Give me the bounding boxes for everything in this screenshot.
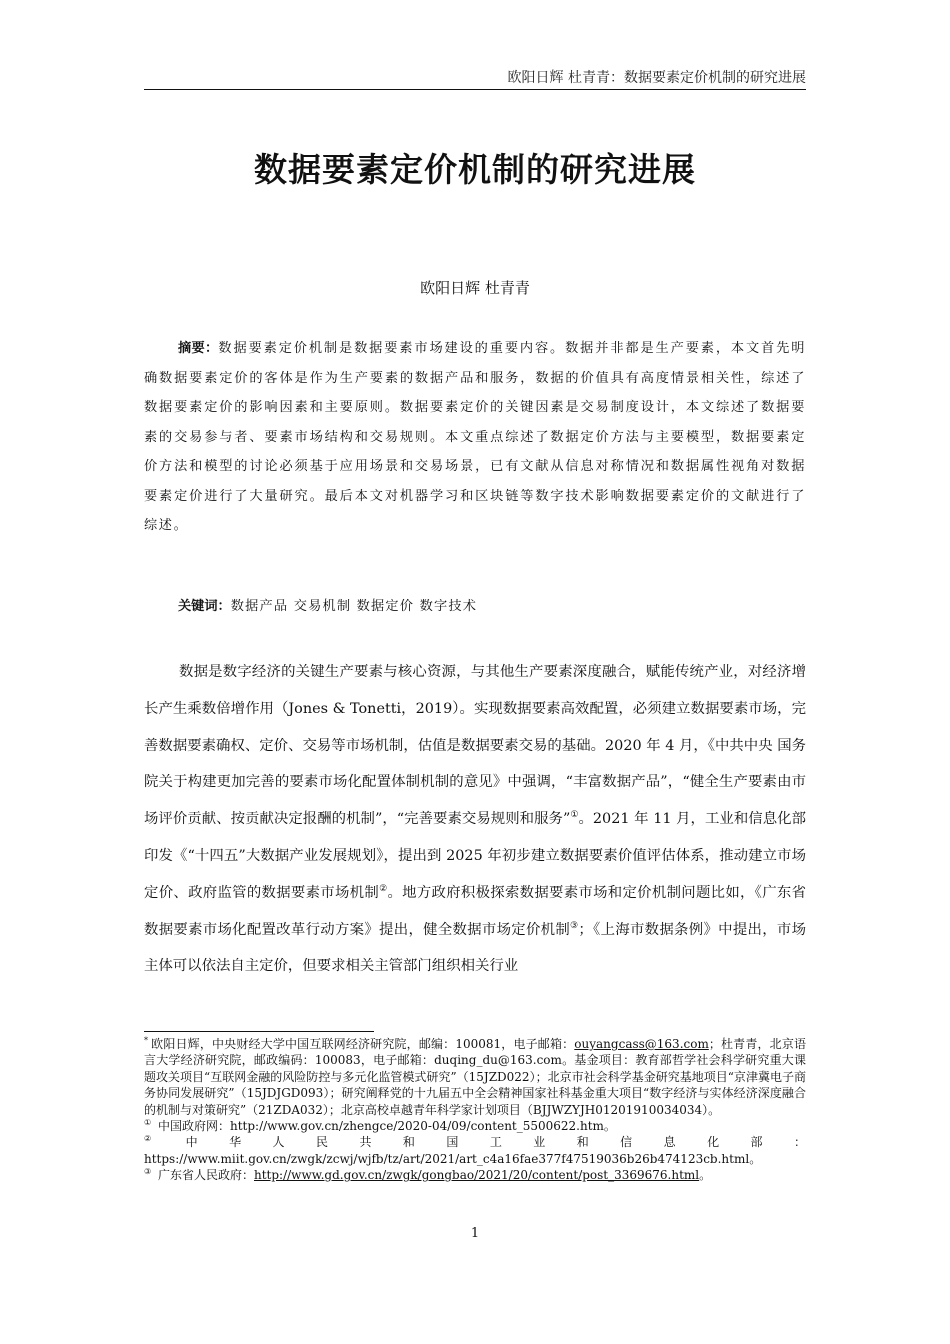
page-number: 1	[470, 1226, 480, 1241]
footnote-3-link[interactable]: http://www.gd.gov.cn/zwgk/gongbao/2021/20/content/post_3369676.html	[254, 1168, 700, 1183]
footnote-3-text-2: 。	[699, 1168, 712, 1183]
footnotes	[144, 1036, 806, 1184]
footnote-author-mark: *	[144, 1036, 148, 1045]
paper-title: 数据要素定价机制的研究进展	[254, 150, 696, 189]
keywords-label: 关键词：	[178, 599, 231, 614]
footnote-author	[144, 1036, 806, 1118]
body-text-4: ；《上海市数据条例》中提出，市场主体可以依法自主定价，但要求相关主管部门组织相关行业	[144, 921, 806, 975]
footnote-1-text: 中国政府网：http://www.gov.cn/zhengce/2020-04/09/content_5500622.htm。	[154, 1119, 616, 1134]
footnote-2-text: 中华人民共和国工业和信息化部：https://www.miit.gov.cn/zwgk/zcwj/wjfb/tz/art/2021/art_c4a16fae377f47519036b26b474123cb.html。	[144, 1135, 807, 1166]
keywords	[144, 594, 806, 620]
abstract-text: 数据要素定价机制是数据要素市场建设的重要内容。数据并非都是生产要素，本文首先明确数据要素定价的客体是作为生产要素的数据产品和服务，数据的价值具有高度情景相关性，综述了数据要素定价的影响因素和主要原则。数据要素定价的关键因素是交易制度设计，本文综述了数据要素的交易参与者、要素市场结构和交易规则。本文重点综述了数据定价方法与主要模型，数据要素定价方法和模型的讨论必须基于应用场景和交易场景，已有文献从信息对称情况和数据属性视角对数据要素定价进行了大量研究。最后本文对机器学习和区块链等数字技术影响数据要素定价的文献进行了综述。	[144, 341, 806, 533]
running-head: 欧阳日辉 杜青青：数据要素定价机制的研究进展	[507, 70, 806, 86]
footnote-rule	[144, 1031, 374, 1032]
footnote-1-mark: ①	[144, 1118, 152, 1128]
abstract-label: 摘要：	[178, 341, 219, 356]
footnote-author-text-2: ；杜青青，北京语言大学经济研究院，邮政编码：100083，电子邮箱：duqing_du@163.com。基金项目：教育部哲学社会科学研究重大课题攻关项目“互联网金融的风险防控与多元化监管模式研究”（15JZD022）；北京市社会科学基金研究基地项目“京津冀电子商务协同发展研究”（15JDJGD093）；研究阐释党的十九届五中全会精神国家社科基金重大项目“数字经济与实体经济深度融合的机制与对策研究”（21ZDA032）；北京高校卓越青年科学家计划项目（BJJWZYJH01201910034034）。	[144, 1037, 806, 1117]
footnote-ref-1[interactable]: ①	[570, 810, 579, 821]
footnote-ref-3[interactable]: ③	[570, 920, 579, 931]
body-paragraph	[144, 654, 806, 985]
footnote-3-mark: ③	[144, 1167, 152, 1177]
footnote-author-text-1: 欧阳日辉，中央财经大学中国互联网经济研究院，邮编：100081，电子邮箱：	[151, 1037, 575, 1051]
footnote-2	[144, 1134, 806, 1167]
header-rule	[144, 89, 806, 90]
footnote-1	[144, 1118, 806, 1134]
footnote-author-email-link[interactable]: ouyangcass@163.com	[574, 1037, 709, 1051]
body-text-3: 。地方政府积极探索数据要素市场和定价机制问题比如，《广东省数据要素市场化配置改革行动方案》提出，健全数据市场定价机制	[144, 884, 806, 938]
footnote-3	[144, 1167, 806, 1183]
body-text-2: 。2021 年 11 月，工业和信息化部印发《“十四五”大数据产业发展规划》，提出到 2025 年初步建立数据要素价值评估体系，推动建立市场定价、政府监管的数据要素市场机制	[144, 811, 806, 901]
authors: 欧阳日辉 杜青青	[420, 279, 530, 297]
body-text-1: 数据是数字经济的关键生产要素与核心资源，与其他生产要素深度融合，赋能传统产业，对经济增长产生乘数倍增作用（Jones & Tonetti，2019）。实现数据要素高效配置，必须建立数据要素市场，完善数据要素确权、定价、交易等市场机制，估值是数据要素交易的基础。2020 年 4 月，《中共中央 国务院关于构建更加完善的要素市场化配置体制机制的意见》中强调，“丰富数据产品”，“健全生产要素由市场评价贡献、按贡献决定报酬的机制”，“完善要素交易规则和服务”	[144, 664, 806, 828]
keywords-text: 数据产品 交易机制 数据定价 数字技术	[230, 599, 478, 614]
footnote-2-mark: ②	[144, 1134, 183, 1144]
footnote-3-text-1: 广东省人民政府：	[154, 1168, 254, 1183]
footnote-ref-2[interactable]: ②	[379, 883, 388, 894]
abstract	[144, 334, 806, 541]
